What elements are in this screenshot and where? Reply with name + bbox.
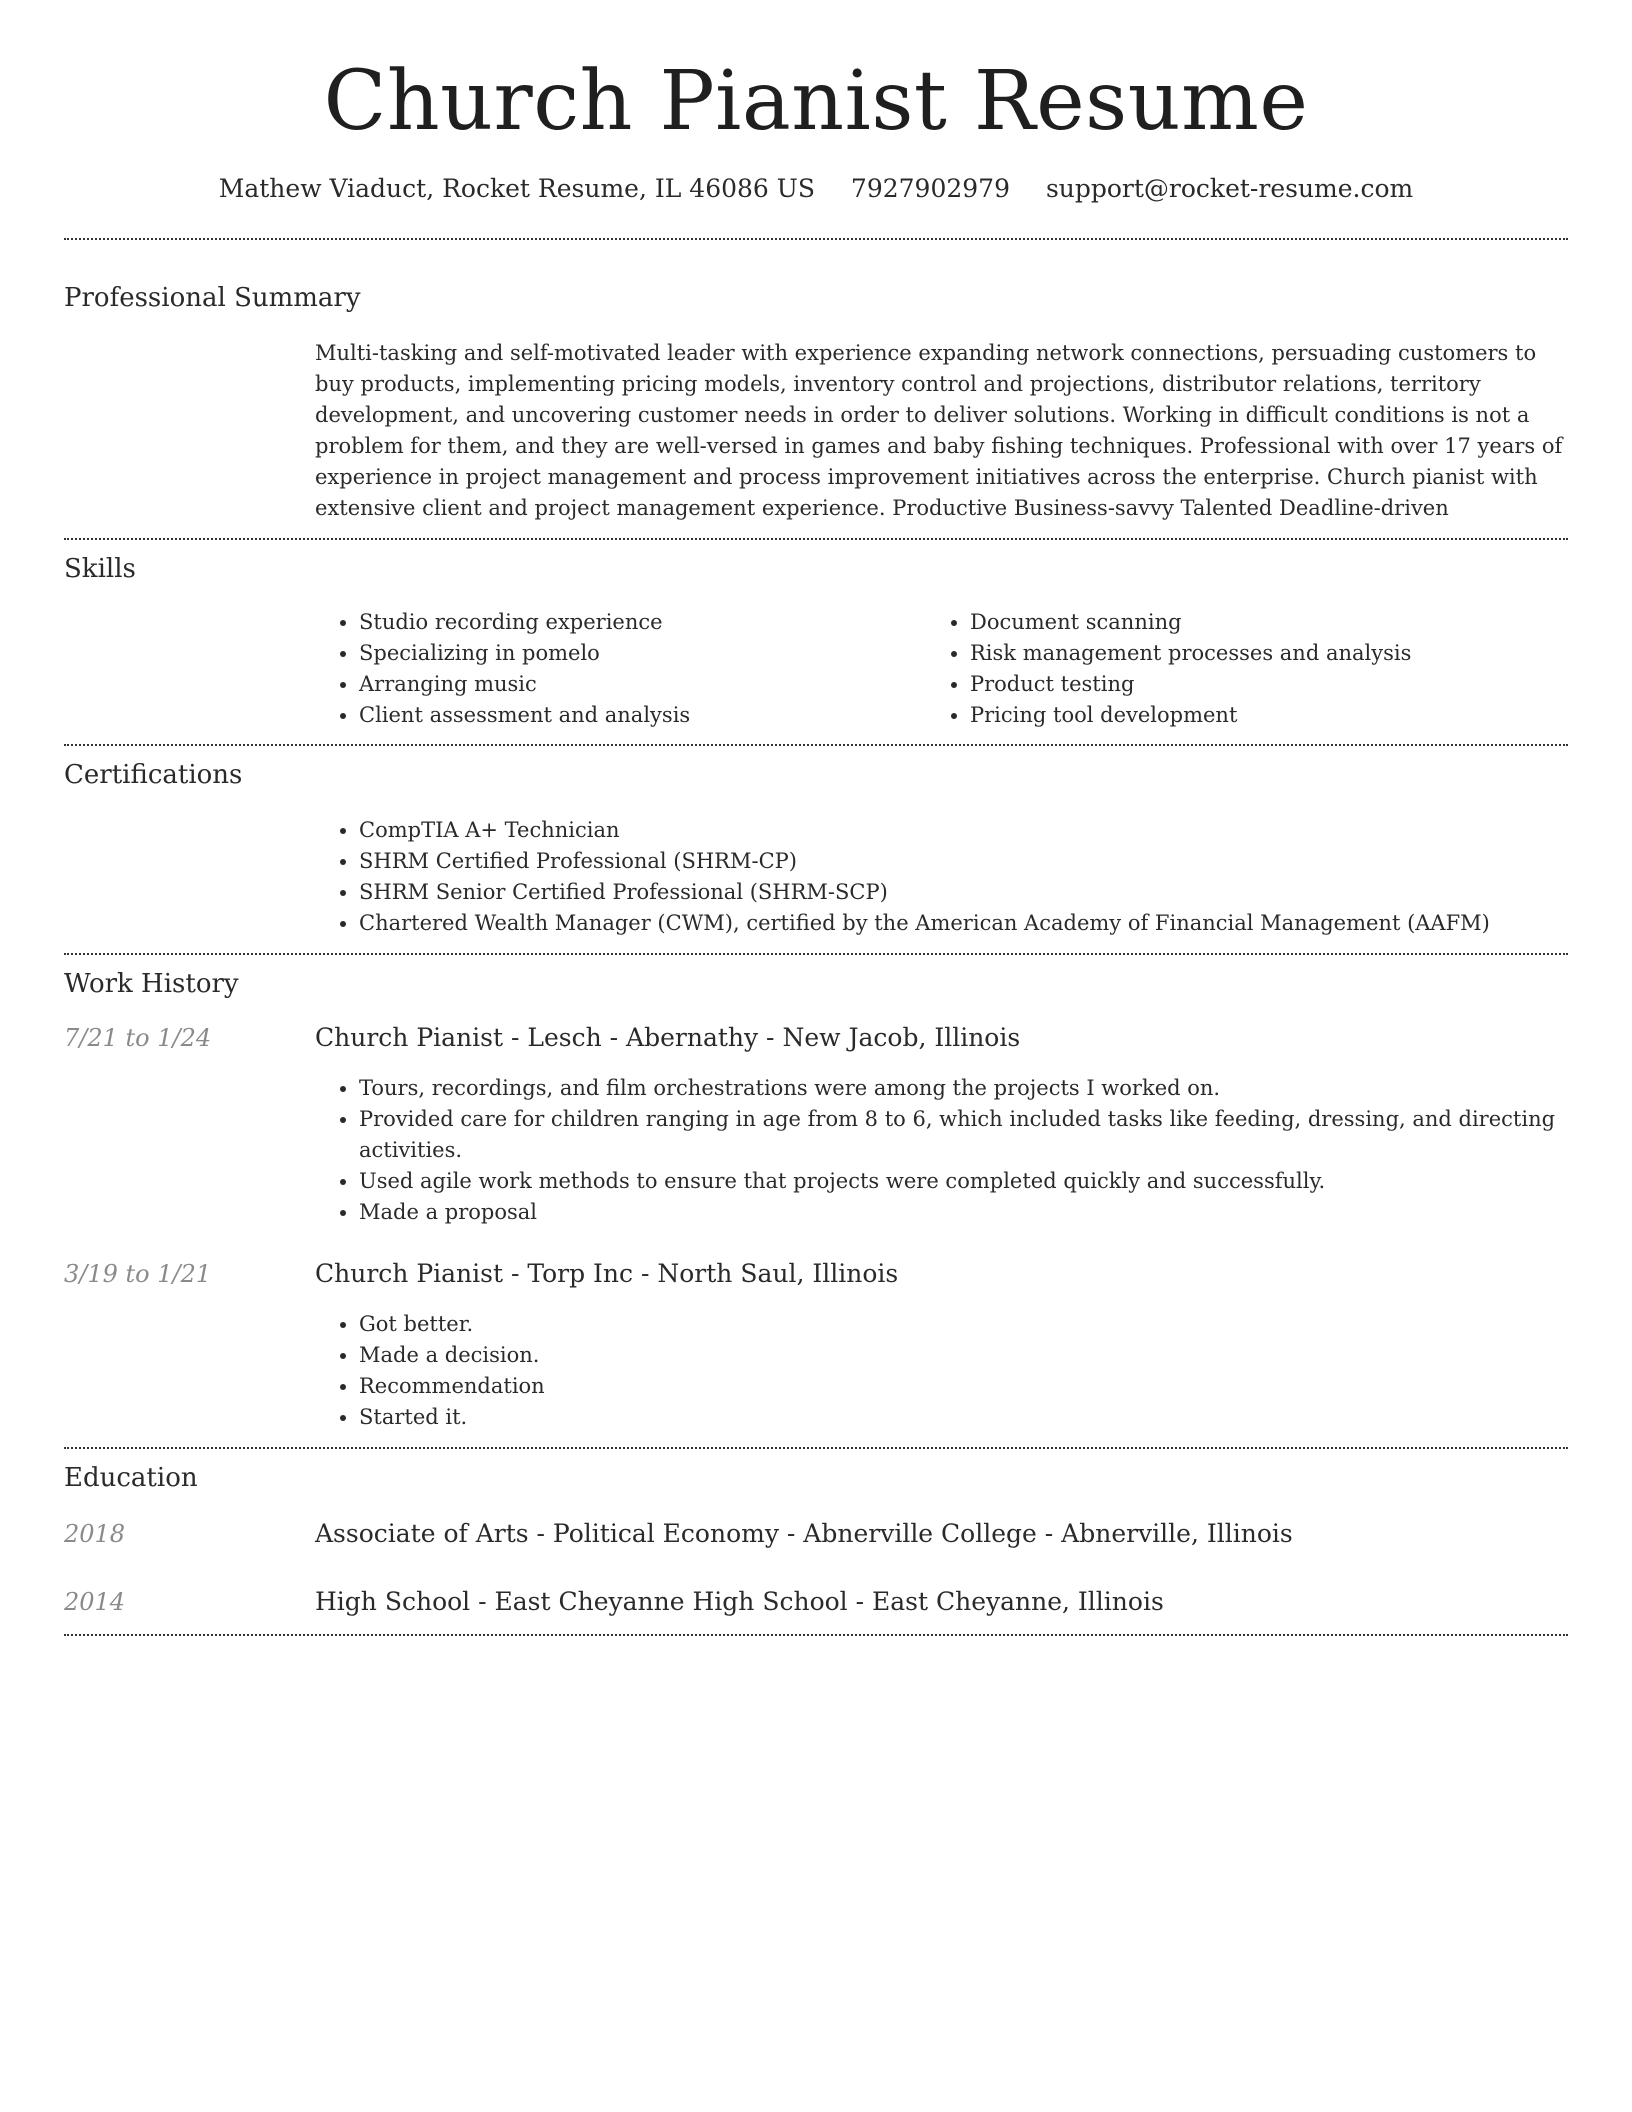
- list-item: • Recommendation: [359, 1371, 1569, 1402]
- education-entry: Associate of Arts - Political Economy - Abnerville College - Abnerville, Illinois: [315, 1519, 1293, 1548]
- list-item: • Risk management processes and analysis: [970, 638, 1610, 669]
- list-item: • Chartered Wealth Manager (CWM), certified by the American Academy of Financial Management (AAFM): [359, 908, 1609, 939]
- job-title: Church Pianist - Torp Inc - North Saul, Illinois: [315, 1259, 899, 1288]
- phone: 7927902979: [850, 174, 1010, 203]
- section-heading-certifications: Certifications: [64, 760, 243, 790]
- address: Mathew Viaduct, Rocket Resume, IL 46086 US: [218, 174, 815, 203]
- list-item: • CompTIA A+ Technician: [359, 815, 1609, 846]
- education-year: 2014: [64, 1588, 126, 1616]
- skills-list-right: [926, 607, 1610, 731]
- section-heading-work: Work History: [64, 969, 239, 999]
- list-item: • Used agile work methods to ensure that projects were completed quickly and successfully.: [359, 1166, 1569, 1197]
- section-heading-summary: Professional Summary: [64, 283, 361, 313]
- job-dates: 3/19 to 1/21: [64, 1260, 212, 1288]
- list-item: • Pricing tool development: [970, 700, 1610, 731]
- list-item: • SHRM Certified Professional (SHRM-CP): [359, 846, 1609, 877]
- divider: [64, 538, 1568, 540]
- contact-line: [0, 172, 1632, 206]
- divider: [64, 953, 1568, 955]
- job-bullets: [315, 1073, 1569, 1228]
- list-item: • Got better.: [359, 1309, 1569, 1340]
- education-year: 2018: [64, 1520, 126, 1548]
- list-item: • Provided care for children ranging in age from 8 to 6, which included tasks like feeding, dressing, and directing activities.: [359, 1104, 1569, 1166]
- summary-text: Multi-tasking and self-motivated leader with experience expanding network connections, persuading customers to buy products, implementing pricing models, inventory control and projections, distributor relations, territory development, and uncovering customer needs in order to deliver solutions. Working in difficult conditions is not a problem for them, and they are well-versed in games and baby fishing techniques. Professional with over 17 years of experience in project management and process improvement initiatives across the enterprise. Church pianist with extensive client and project management experience. Productive Business-savvy Talented Deadline-driven: [315, 341, 1563, 520]
- list-item: • SHRM Senior Certified Professional (SHRM-SCP): [359, 877, 1609, 908]
- list-item: • Tours, recordings, and film orchestrations were among the projects I worked on.: [359, 1073, 1569, 1104]
- list-item: • Made a proposal: [359, 1197, 1569, 1228]
- divider: [64, 1447, 1568, 1449]
- list-item: • Made a decision.: [359, 1340, 1569, 1371]
- section-heading-skills: Skills: [64, 554, 136, 584]
- list-item: • Document scanning: [970, 607, 1610, 638]
- certifications-list: [315, 815, 1609, 939]
- job-dates: 7/21 to 1/24: [64, 1024, 212, 1052]
- page-title: Church Pianist Resume: [323, 54, 1309, 149]
- skills-list-left: [315, 607, 929, 731]
- job-bullets: [315, 1309, 1569, 1433]
- list-item: • Product testing: [970, 669, 1610, 700]
- job-title: Church Pianist - Lesch - Abernathy - New Jacob, Illinois: [315, 1023, 1021, 1052]
- list-item: • Studio recording experience: [359, 607, 929, 638]
- list-item: • Client assessment and analysis: [359, 700, 929, 731]
- list-item: • Arranging music: [359, 669, 929, 700]
- section-heading-education: Education: [64, 1463, 198, 1493]
- divider: [64, 1634, 1568, 1636]
- divider: [64, 744, 1568, 746]
- email: support@rocket-resume.com: [1045, 174, 1414, 203]
- education-entry: High School - East Cheyanne High School - East Cheyanne, Illinois: [315, 1587, 1164, 1616]
- divider: [64, 238, 1568, 240]
- list-item: • Started it.: [359, 1402, 1569, 1433]
- list-item: • Specializing in pomelo: [359, 638, 929, 669]
